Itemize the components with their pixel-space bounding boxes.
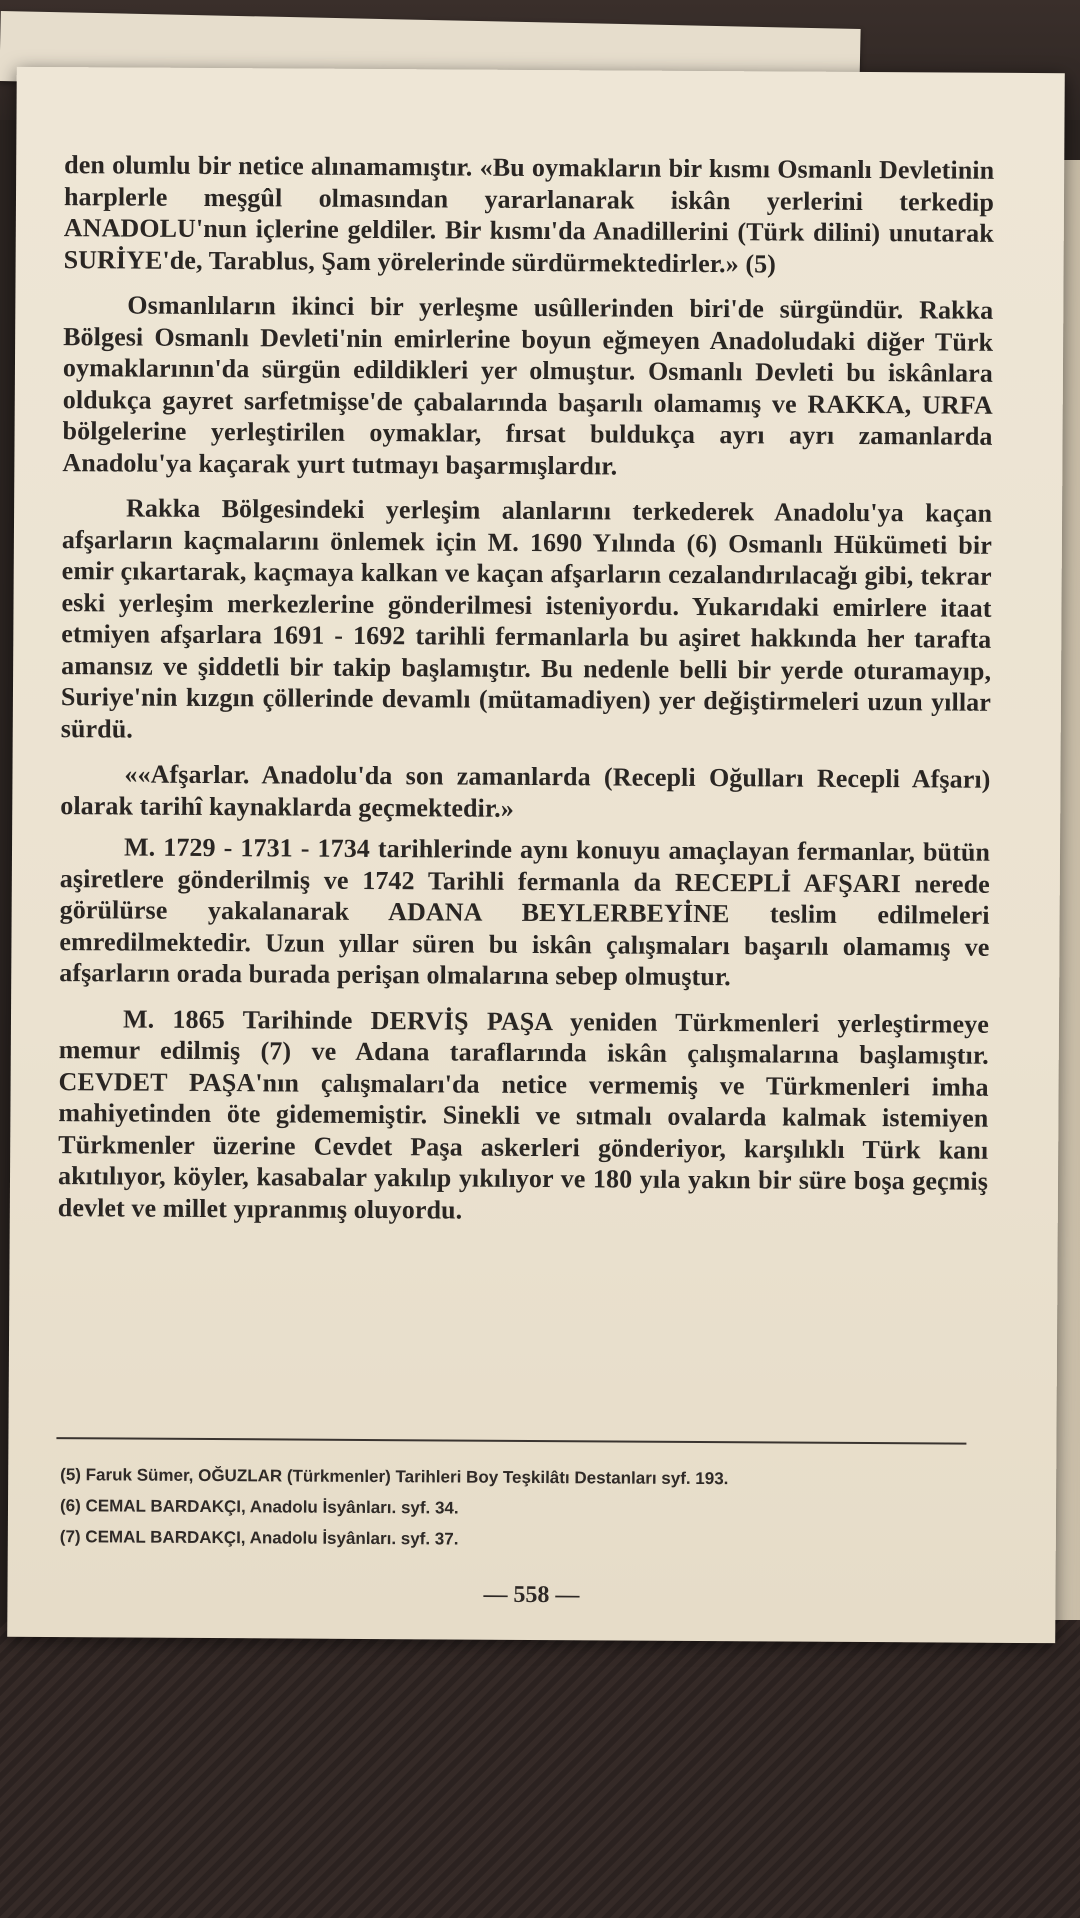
footnote-5: (5) Faruk Sümer, OĞUZLAR (Türkmenler) Tarihleri Boy Teşkilâtı Destanları syf. 193.	[60, 1465, 729, 1489]
footnotes	[60, 1459, 981, 1558]
footnote-7: (7) CEMAL BARDAKÇI, Anadolu İsyânları. syf. 37.	[59, 1527, 459, 1549]
paragraph-6: M. 1865 Tarihinde DERVİŞ PAŞA yeniden Türkmenleri yerleştirmeye memur edilmiş (7) ve Adana taraflarında iskân çalışmalarına başlamıştır. CEVDET PAŞA'nın çalışmaları'da netice vermemiş ve Türkmenleri imha mahiyetinden öte gidememiştir. Sinekli ve sıtmalı ovalarda kalmak istemiyen Türkmenler üzerine Cevdet Paşa askerleri gönderiyor, karşılıklı Türk kanı akıtılıyor, köyler, kasabalar yakılıp yıkılıyor ve 180 yıla yakın bir süre boşa geçmiş devlet ve millet yıpranmış oluyordu.	[57, 1003, 990, 1225]
paragraph-4-quote: ««Afşarlar. Anadolu'da son zamanlarda (Recepli Oğulları Recepli Afşarı) olarak tarihî kaynaklarda geçmektedir.»	[60, 759, 991, 823]
page-number: — 558 —	[483, 1581, 580, 1609]
book-page	[7, 67, 1065, 1643]
footnote-divider	[56, 1437, 966, 1445]
paragraph-1: den olumlu bir netice alınamamıştır. «Bu oymakların bir kısmı Osmanlı Devletinin harplerle meşgûl olmasından yararlanarak iskân yerlerini terkedip ANADOLU'nun içlerine geldiler. Bir kısmı'da Anadillerini (Türk dilini) unutarak SURİYE'de, Tarablus, Şam yörelerinde sürdürmektedirler.» (5)	[63, 150, 995, 278]
paragraph-2: Osmanlıların ikinci bir yerleşme usûllerinden biri'de sürgündür. Rakka Bölgesi Osmanlı Devleti'nin emirlerine boyun eğmeyen Anadoludaki diğer Türk oymaklarının'da sürgün edildikleri yer olmuştur. Osmanlı Devleti bu iskânlara oldukça gayret sarfetmişse'de çabalarında başarılı olamamış ve RAKKA, URFA bölgelerine yerleştirilen oymaklar, fırsat buldukça ayrı ayrı zamanlarda Anadolu'ya kaçarak yurt tutmayı başarmışlardır.	[62, 290, 994, 480]
footnote-6: (6) CEMAL BARDAKÇI, Anadolu İsyânları. syf. 34.	[59, 1496, 459, 1518]
paragraph-5: M. 1729 - 1731 - 1734 tarihlerinde aynı konuyu amaçlayan fermanlar, bütün aşiretlere gönderilmiş ve 1742 Tarihli fermanla da RECEPLİ AFŞARI nerede görülürse yakalanarak ADANA BEYLERBEYİNE teslim edilmeleri emredilmektedir. Uzun yıllar süren bu iskân çalışmaları başarılı olamamış ve afşarların orada burada perişan olmalarına sebep olmuştur.	[59, 832, 991, 992]
page-body	[58, 149, 995, 1229]
paragraph-3: Rakka Bölgesindeki yerleşim alanlarını terkederek Anadolu'ya kaçan afşarların kaçmalarını önlemek için M. 1690 Yılında (6) Osmanlı Hükümeti bir emir çıkartarak, kaçmaya kalkan ve kaçan afşarların cezalandırılacağı gibi, tekrar eski yerleşim merkezlerine gönderilmesi isteniyordu. Yukarıdaki emirlere itaat etmiyen afşarlara 1691 - 1692 tarihli fermanlarla bu aşiret hakkında her tarafta amansız ve şiddetli bir takip başlamıştır. Bu nedenle belli bir yerde oturamayıp, Suriye'nin kızgın çöllerinde devamlı (mütamadiyen) yer değiştirmeleri uzun yıllar sürdü.	[60, 493, 993, 744]
table-surface	[0, 1620, 1080, 1918]
